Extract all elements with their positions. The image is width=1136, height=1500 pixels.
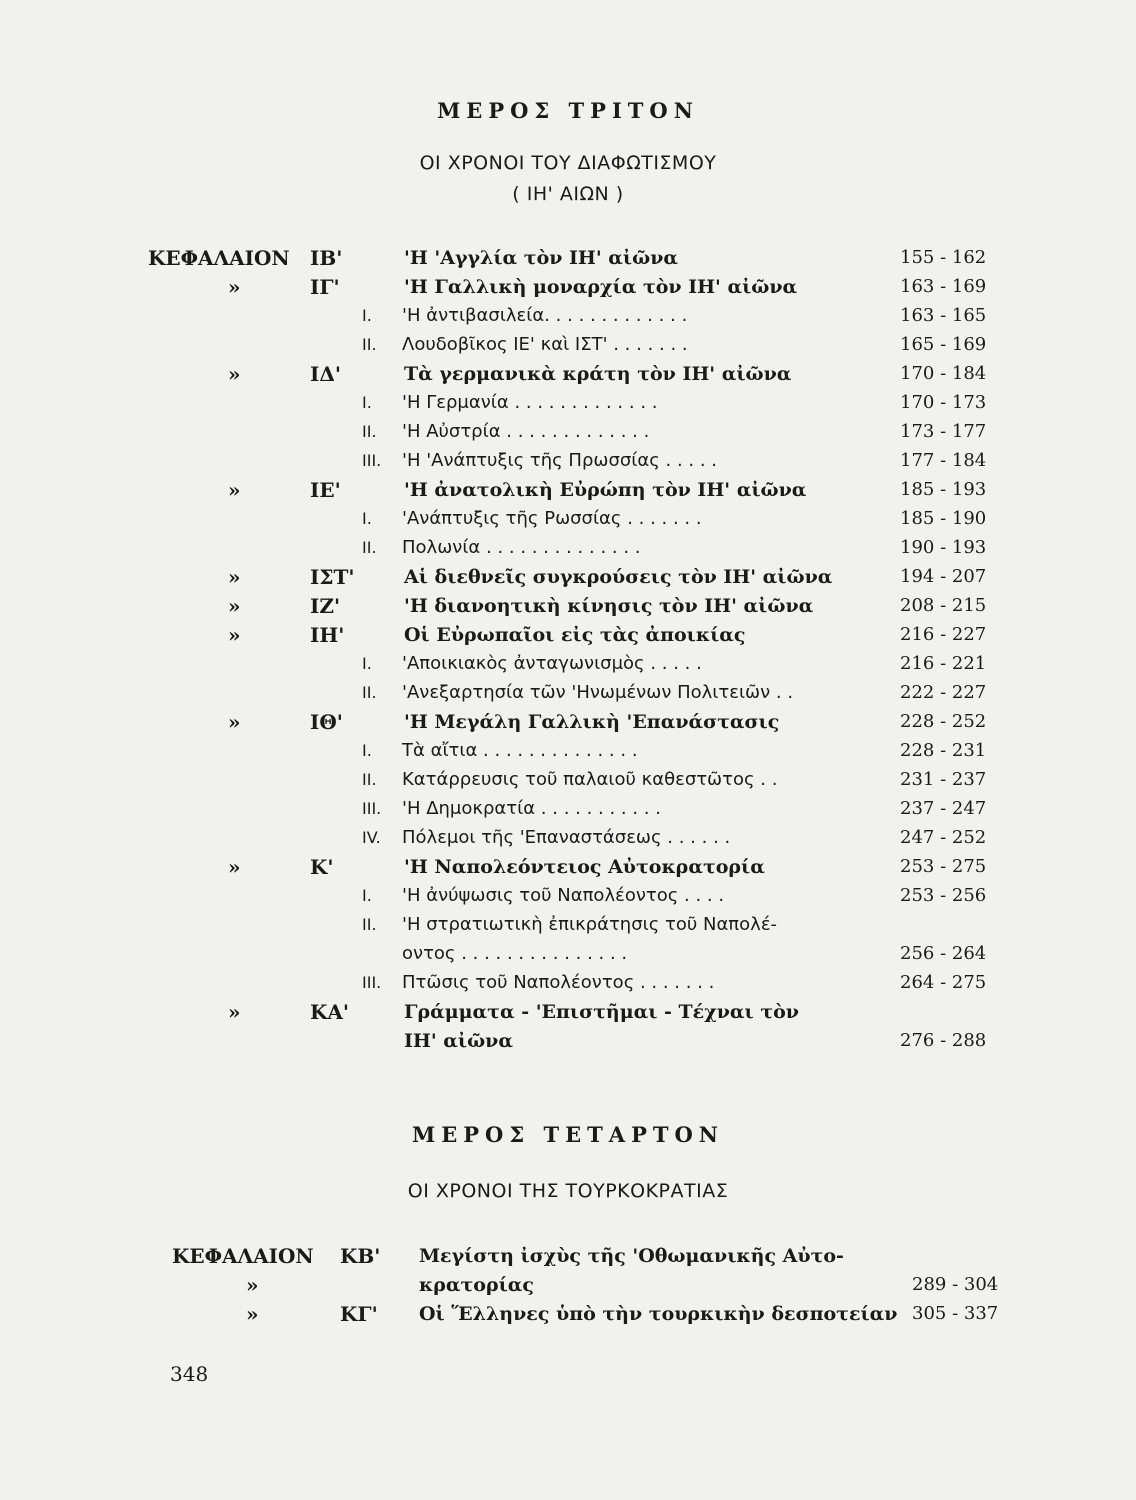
chapter-number: ΚΑ' bbox=[310, 1000, 350, 1024]
section-numeral: ΙΙ. bbox=[362, 422, 377, 441]
entry-title: 'Η ἀντιβασιλεία. . . . . . . . . . . . . bbox=[402, 305, 688, 326]
section-numeral: Ι. bbox=[362, 741, 372, 760]
toc-entry bbox=[0, 476, 1136, 504]
page-range: 253 - 256 bbox=[900, 885, 987, 906]
section-numeral: Ι. bbox=[362, 509, 372, 528]
ditto-mark: » bbox=[228, 275, 241, 299]
entry-title: Τὰ αἴτια . . . . . . . . . . . . . . bbox=[402, 740, 638, 761]
chapter-number: ΙΖ' bbox=[310, 594, 341, 618]
entry-title: Οἱ Εὐρωπαῖοι εἰς τὰς ἀποικίας bbox=[404, 624, 746, 646]
page-range: 170 - 184 bbox=[900, 363, 987, 384]
entry-title: 'Η Μεγάλη Γαλλικὴ 'Επανάστασις bbox=[404, 711, 780, 733]
part-four-heading: ΜΕΡΟΣ ΤΕΤΑΡΤΟΝ bbox=[412, 1122, 724, 1147]
page-range: 163 - 169 bbox=[900, 276, 987, 297]
page-range: 190 - 193 bbox=[900, 537, 987, 558]
toc-entry bbox=[0, 360, 1136, 388]
chapter-label: ΚΕΦΑΛΑΙΟΝ bbox=[148, 246, 290, 270]
page-range: 264 - 275 bbox=[900, 972, 987, 993]
page-range: 185 - 193 bbox=[900, 479, 987, 500]
entry-title: 'Η Γαλλικὴ μοναρχία τὸν ΙΗ' αἰῶνα bbox=[404, 276, 798, 298]
entry-title: κρατορίας bbox=[419, 1274, 534, 1296]
page-range: 289 - 304 bbox=[912, 1274, 999, 1295]
toc-entry bbox=[0, 447, 1136, 475]
part-three-subtitle: ΟΙ ΧΡΟΝΟΙ ΤΟΥ ΔΙΑΦΩΤΙΣΜΟΥ bbox=[419, 152, 717, 174]
page-range: 185 - 190 bbox=[900, 508, 987, 529]
entry-title: 'Η ἀνατολικὴ Εὐρώπη τὸν ΙΗ' αἰῶνα bbox=[404, 479, 807, 501]
section-numeral: ΙΙΙ. bbox=[362, 973, 382, 992]
page-range: 173 - 177 bbox=[900, 421, 987, 442]
section-numeral: ΙV. bbox=[362, 828, 381, 847]
ditto-mark: » bbox=[228, 623, 241, 647]
page-range: 170 - 173 bbox=[900, 392, 987, 413]
chapter-number: ΙΣΤ' bbox=[310, 565, 355, 589]
page-range: 237 - 247 bbox=[900, 798, 987, 819]
page-range: 216 - 227 bbox=[900, 624, 987, 645]
toc-entry bbox=[0, 1027, 1136, 1055]
entry-title: 'Η ἀνύψωσις τοῦ Ναπολέοντος . . . . bbox=[402, 885, 725, 906]
entry-title: Κατάρρευσις τοῦ παλαιοῦ καθεστῶτος . . bbox=[402, 769, 778, 790]
section-numeral: Ι. bbox=[362, 654, 372, 673]
page-range: 228 - 252 bbox=[900, 711, 987, 732]
toc-entry bbox=[0, 1300, 1136, 1328]
entry-title: Μεγίστη ἰσχὺς τῆς 'Οθωμανικῆς Αὐτο- bbox=[419, 1245, 844, 1267]
entry-title: 'Η στρατιωτικὴ ἐπικράτησις τοῦ Ναπολέ- bbox=[402, 914, 778, 935]
entry-title: Πτῶσις τοῦ Ναπολέοντος . . . . . . . bbox=[402, 972, 715, 993]
page-range: 216 - 221 bbox=[900, 653, 987, 674]
toc-entry bbox=[0, 911, 1136, 939]
chapter-label: ΚΕΦΑΛΑΙΟΝ bbox=[172, 1244, 314, 1268]
section-numeral: ΙΙ. bbox=[362, 335, 377, 354]
page-number: 348 bbox=[170, 1362, 209, 1386]
toc-entry bbox=[0, 969, 1136, 997]
entry-title: 'Η Δημοκρατία . . . . . . . . . . . bbox=[402, 798, 661, 819]
page-range: 253 - 275 bbox=[900, 856, 987, 877]
entry-title: Οἱ Ἕλληνες ὑπὸ τὴν τουρκικὴν δεσποτείαν bbox=[419, 1303, 898, 1325]
toc-entry bbox=[0, 302, 1136, 330]
page-range: 194 - 207 bbox=[900, 566, 987, 587]
toc-entry bbox=[0, 824, 1136, 852]
part-three-heading: ΜΕΡΟΣ ΤΡΙΤΟΝ bbox=[437, 98, 699, 123]
toc-entry bbox=[0, 679, 1136, 707]
section-numeral: ΙΙΙ. bbox=[362, 451, 382, 470]
entry-title: 'Η Γερμανία . . . . . . . . . . . . . bbox=[402, 392, 658, 413]
page-range: 222 - 227 bbox=[900, 682, 987, 703]
entry-title: 'Ανάπτυξις τῆς Ρωσσίας . . . . . . . bbox=[402, 508, 702, 529]
toc-entry bbox=[0, 1242, 1136, 1270]
toc-entry bbox=[0, 534, 1136, 562]
toc-entry bbox=[0, 1271, 1136, 1299]
section-numeral: Ι. bbox=[362, 306, 372, 325]
entry-title: Τὰ γερμανικὰ κράτη τὸν ΙΗ' αἰῶνα bbox=[404, 363, 792, 385]
section-numeral: Ι. bbox=[362, 886, 372, 905]
section-numeral: ΙΙ. bbox=[362, 915, 377, 934]
entry-title: 'Η 'Ανάπτυξις τῆς Πρωσσίας . . . . . bbox=[402, 450, 718, 471]
toc-entry bbox=[0, 273, 1136, 301]
toc-entry bbox=[0, 795, 1136, 823]
chapter-number: ΙΓ' bbox=[310, 275, 340, 299]
toc-entry bbox=[0, 998, 1136, 1026]
ditto-mark: » bbox=[228, 478, 241, 502]
part-four-subtitle: ΟΙ ΧΡΟΝΟΙ ΤΗΣ ΤΟΥΡΚΟΚΡΑΤΙΑΣ bbox=[407, 1180, 729, 1202]
page-range: 163 - 165 bbox=[900, 305, 987, 326]
toc-entry bbox=[0, 389, 1136, 417]
section-numeral: ΙΙΙ. bbox=[362, 799, 382, 818]
ditto-mark: » bbox=[228, 1000, 241, 1024]
ditto-mark: » bbox=[228, 855, 241, 879]
chapter-number: ΙΗ' bbox=[310, 623, 345, 647]
toc-entry bbox=[0, 331, 1136, 359]
chapter-number: ΙΘ' bbox=[310, 710, 343, 734]
toc-entry bbox=[0, 563, 1136, 591]
chapter-number: Κ' bbox=[310, 855, 334, 879]
entry-title: 'Η διανοητικὴ κίνησις τὸν ΙΗ' αἰῶνα bbox=[404, 595, 814, 617]
page-range: 305 - 337 bbox=[912, 1303, 999, 1324]
entry-title: Πολωνία . . . . . . . . . . . . . . bbox=[402, 537, 641, 558]
toc-entry bbox=[0, 882, 1136, 910]
page-range: 247 - 252 bbox=[900, 827, 987, 848]
chapter-number: ΙΔ' bbox=[310, 362, 341, 386]
toc-entry bbox=[0, 244, 1136, 272]
ditto-mark: » bbox=[246, 1273, 259, 1297]
section-numeral: Ι. bbox=[362, 393, 372, 412]
part-three-era: ( ΙΗ' ΑΙΩΝ ) bbox=[512, 183, 624, 205]
entry-title: Αἱ διεθνεῖς συγκρούσεις τὸν ΙΗ' αἰῶνα bbox=[404, 566, 833, 588]
page-range: 256 - 264 bbox=[900, 943, 987, 964]
entry-title: Γράμματα - 'Επιστῆμαι - Τέχναι τὸν bbox=[404, 1001, 799, 1023]
chapter-number: ΚΓ' bbox=[340, 1302, 378, 1326]
ditto-mark: » bbox=[228, 362, 241, 386]
page-range: 177 - 184 bbox=[900, 450, 987, 471]
chapter-number: ΚΒ' bbox=[340, 1244, 381, 1268]
toc-entry bbox=[0, 621, 1136, 649]
entry-title: οντος . . . . . . . . . . . . . . . bbox=[402, 943, 628, 964]
ditto-mark: » bbox=[246, 1302, 259, 1326]
toc-entry bbox=[0, 708, 1136, 736]
entry-title: 'Η 'Αγγλία τὸν ΙΗ' αἰῶνα bbox=[404, 247, 679, 269]
toc-entry bbox=[0, 737, 1136, 765]
toc-entry bbox=[0, 650, 1136, 678]
page-range: 276 - 288 bbox=[900, 1030, 987, 1051]
entry-title: ΙΗ' αἰῶνα bbox=[404, 1030, 513, 1052]
entry-title: 'Η Αὐστρία . . . . . . . . . . . . . bbox=[402, 421, 650, 442]
page-range: 208 - 215 bbox=[900, 595, 987, 616]
page-range: 165 - 169 bbox=[900, 334, 987, 355]
section-numeral: ΙΙ. bbox=[362, 683, 377, 702]
ditto-mark: » bbox=[228, 710, 241, 734]
toc-entry bbox=[0, 505, 1136, 533]
page-range: 155 - 162 bbox=[900, 247, 987, 268]
entry-title: 'Αποικιακὸς ἀνταγωνισμὸς . . . . . bbox=[402, 653, 702, 674]
toc-entry bbox=[0, 853, 1136, 881]
chapter-number: ΙΒ' bbox=[310, 246, 343, 270]
entry-title: 'Η Ναπολεόντειος Αὐτοκρατορία bbox=[404, 856, 765, 878]
toc-entry bbox=[0, 418, 1136, 446]
section-numeral: ΙΙ. bbox=[362, 770, 377, 789]
entry-title: 'Ανεξαρτησία τῶν 'Ηνωμένων Πολιτειῶν . . bbox=[402, 682, 794, 703]
toc-entry bbox=[0, 766, 1136, 794]
toc-entry bbox=[0, 940, 1136, 968]
page-range: 231 - 237 bbox=[900, 769, 987, 790]
toc-entry bbox=[0, 592, 1136, 620]
entry-title: Πόλεμοι τῆς 'Επαναστάσεως . . . . . . bbox=[402, 827, 731, 848]
section-numeral: ΙΙ. bbox=[362, 538, 377, 557]
ditto-mark: » bbox=[228, 565, 241, 589]
page-range: 228 - 231 bbox=[900, 740, 987, 761]
ditto-mark: » bbox=[228, 594, 241, 618]
entry-title: Λουδοβῖκος ΙΕ' καὶ ΙΣΤ' . . . . . . . bbox=[402, 334, 688, 355]
chapter-number: ΙΕ' bbox=[310, 478, 341, 502]
